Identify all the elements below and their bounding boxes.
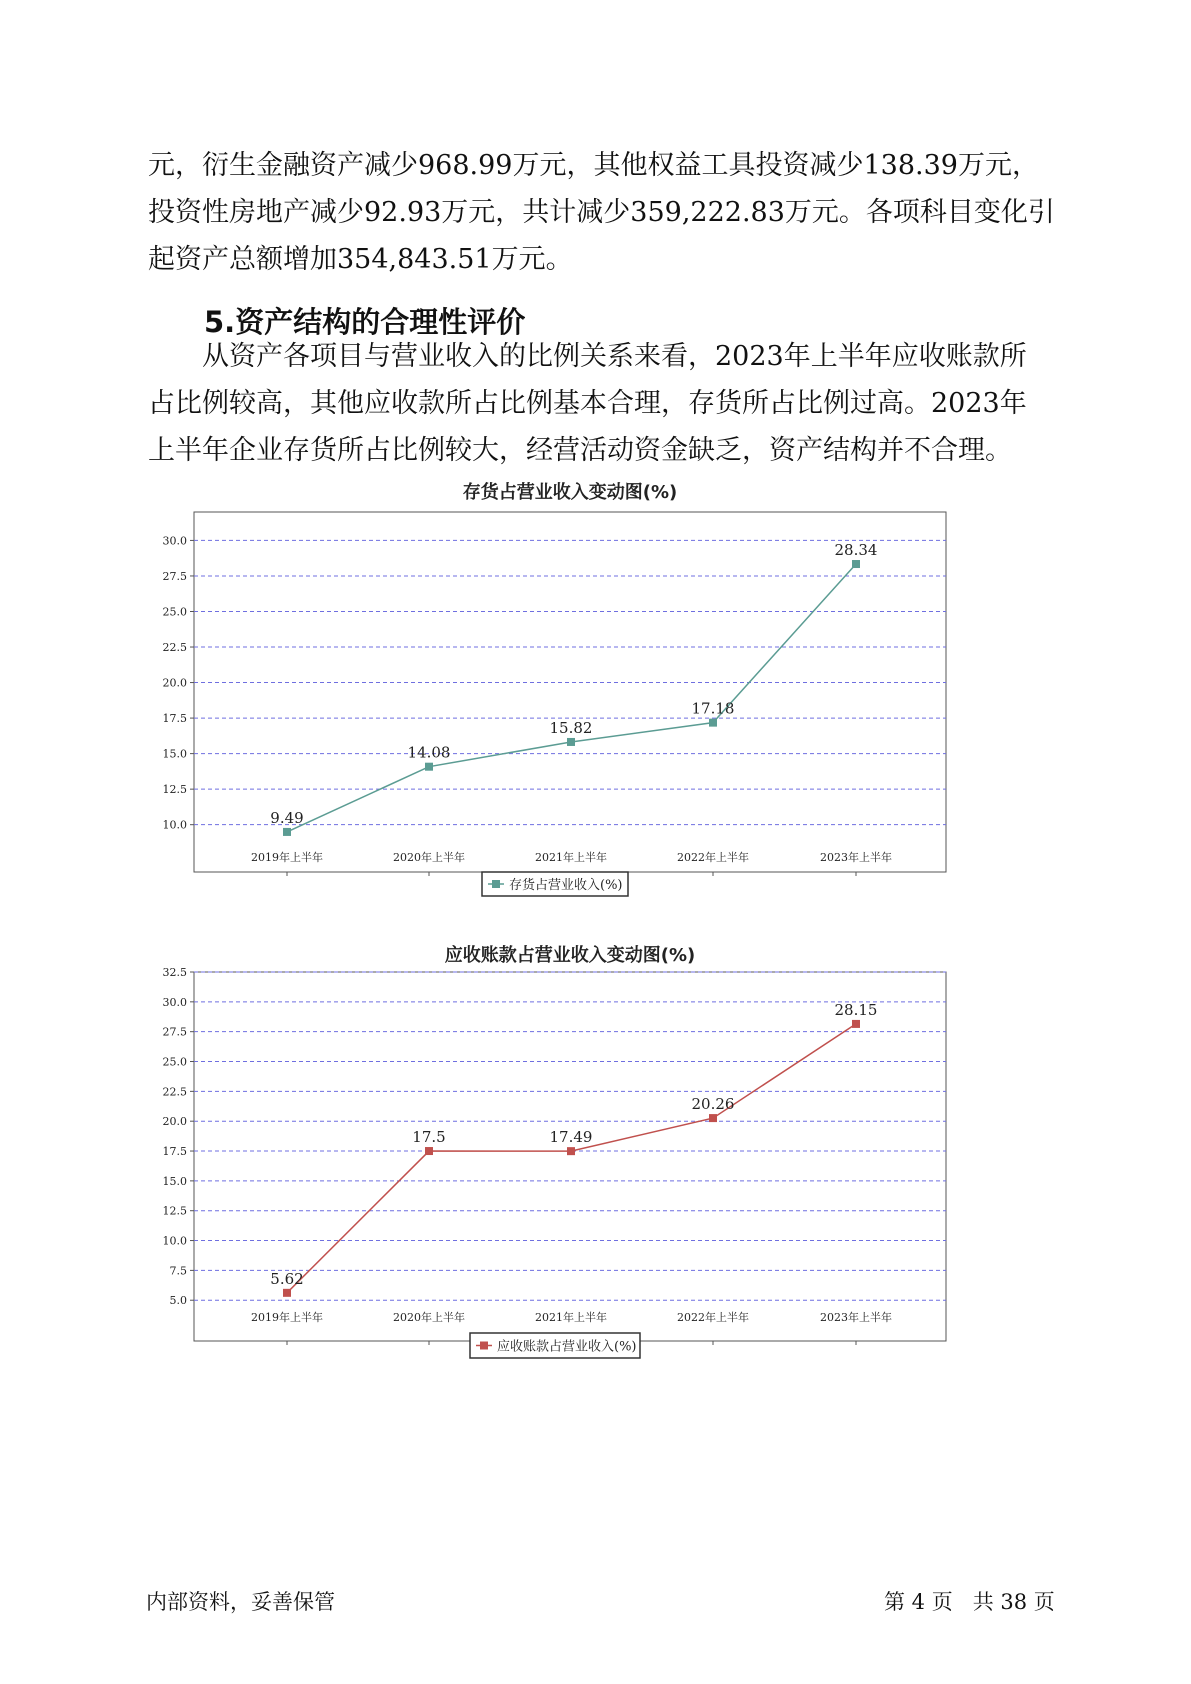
- paragraph-line: 投资性房地产减少92.93万元，共计减少359,222.83万元。各项科目变化引: [148, 197, 1055, 228]
- data-label: 9.49: [270, 808, 304, 827]
- y-tick-label: 22.5: [162, 1085, 187, 1099]
- x-tick-label: 2019年上半年: [251, 1311, 323, 1324]
- legend-label: 应收账款占营业收入(%): [497, 1339, 637, 1355]
- paragraph-analysis: [148, 333, 1048, 474]
- data-point: [709, 1114, 717, 1122]
- x-tick-label: 2021年上半年: [535, 1311, 607, 1324]
- data-label: 17.18: [691, 699, 735, 718]
- data-label: 28.34: [834, 541, 878, 560]
- data-label: 17.5: [412, 1128, 446, 1147]
- plot-area: [194, 972, 946, 1341]
- receivables-ratio-chart: [0, 935, 1191, 1395]
- legend-swatch-marker: [492, 880, 500, 888]
- data-point: [283, 828, 291, 836]
- plot-area: [194, 512, 946, 872]
- paragraph-line: 起资产总额增加354,843.51万元。: [148, 244, 573, 275]
- footer-confidential-note: 内部资料，妥善保管: [146, 1590, 335, 1614]
- y-tick-label: 27.5: [162, 569, 187, 583]
- y-tick-label: 27.5: [162, 1025, 187, 1039]
- y-tick-label: 10.0: [162, 818, 187, 832]
- y-tick-label: 17.5: [162, 1145, 187, 1159]
- data-label: 14.08: [407, 743, 451, 762]
- legend-label: 存货占营业收入(%): [509, 878, 623, 893]
- y-tick-label: 15.0: [162, 747, 187, 761]
- legend-swatch-marker: [480, 1342, 488, 1350]
- x-tick-label: 2023年上半年: [820, 851, 892, 864]
- y-tick-label: 5.0: [169, 1294, 187, 1308]
- data-point: [567, 738, 575, 746]
- data-point: [852, 1020, 860, 1028]
- paragraph-line: 从资产各项目与营业收入的比例关系来看，2023年上半年应收账款所: [202, 341, 1027, 372]
- x-tick-label: 2021年上半年: [535, 851, 607, 864]
- data-point: [567, 1147, 575, 1155]
- data-point: [709, 719, 717, 727]
- data-label: 20.26: [691, 1095, 735, 1114]
- x-tick-label: 2019年上半年: [251, 851, 323, 864]
- paragraph-continuation: [148, 142, 1055, 283]
- paragraph-line: 上半年企业存货所占比例较大，经营活动资金缺乏，资产结构并不合理。: [148, 435, 1012, 466]
- inventory-ratio-chart: [0, 470, 1191, 930]
- y-tick-label: 20.0: [162, 676, 187, 690]
- y-tick-label: 7.5: [169, 1264, 187, 1278]
- data-label: 28.15: [834, 1000, 878, 1019]
- y-tick-label: 15.0: [162, 1174, 187, 1188]
- x-tick-label: 2022年上半年: [677, 851, 749, 864]
- y-tick-label: 17.5: [162, 712, 187, 726]
- footer-page-number: 第 4 页 共 38 页: [884, 1590, 1055, 1614]
- section-heading: 5.资产结构的合理性评价: [204, 305, 526, 339]
- y-tick-label: 25.0: [162, 605, 187, 619]
- data-label: 5.62: [270, 1269, 304, 1288]
- paragraph-line: 元，衍生金融资产减少968.99万元，其他权益工具投资减少138.39万元，: [148, 150, 1039, 181]
- data-point: [283, 1289, 291, 1297]
- data-point: [852, 560, 860, 568]
- x-tick-label: 2022年上半年: [677, 1311, 749, 1324]
- y-tick-label: 20.0: [162, 1115, 187, 1129]
- y-tick-label: 25.0: [162, 1055, 187, 1069]
- x-tick-label: 2020年上半年: [393, 851, 465, 864]
- y-tick-label: 12.5: [162, 783, 187, 797]
- data-point: [425, 1147, 433, 1155]
- data-point: [425, 763, 433, 771]
- x-tick-label: 2020年上半年: [393, 1311, 465, 1324]
- data-label: 15.82: [549, 718, 593, 737]
- y-tick-label: 30.0: [162, 534, 187, 548]
- data-label: 17.49: [549, 1128, 593, 1147]
- y-tick-label: 22.5: [162, 641, 187, 655]
- paragraph-line: 占比例较高，其他应收款所占比例基本合理，存货所占比例过高。2023年: [148, 388, 1027, 419]
- y-tick-label: 12.5: [162, 1204, 187, 1218]
- chart-title: 存货占营业收入变动图(%): [462, 482, 678, 503]
- y-tick-label: 32.5: [162, 966, 187, 979]
- x-tick-label: 2023年上半年: [820, 1311, 892, 1324]
- y-tick-label: 30.0: [162, 995, 187, 1009]
- y-tick-label: 10.0: [162, 1234, 187, 1248]
- chart-title: 应收账款占营业收入变动图(%): [444, 945, 696, 966]
